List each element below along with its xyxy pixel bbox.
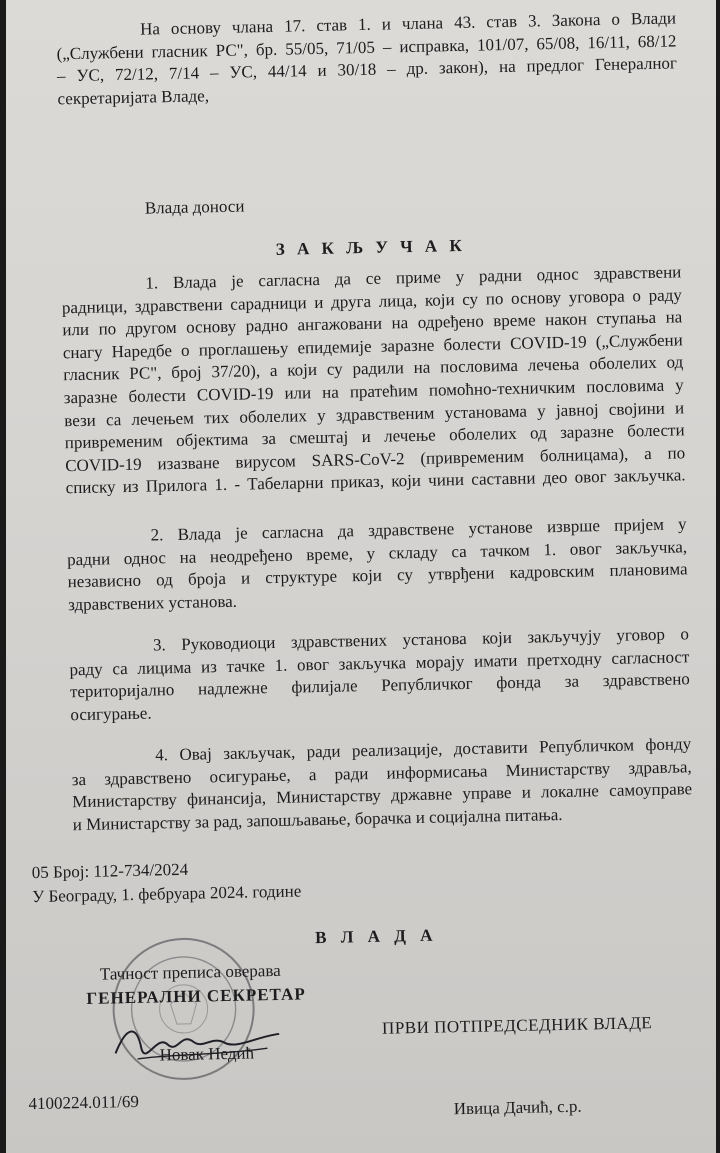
place-date: У Београду, 1. фебруара 2024. године [32,881,302,907]
preamble-line: – УС, 72/12, 7/14 – УС, 44/14 и 30/18 – др. закон), на предлог Генералног [56,53,678,86]
point-4 [71,733,693,836]
point-line: Министарству финансија, Министарству државне управе и локалне самоуправе [72,779,693,812]
point-line: радни однос на неодређено време, у складу са тачком 1. овог закључка, [66,536,688,569]
point-3 [69,623,691,726]
point-line: гласник РС", број 37/20), а који су радили на пословима лечења оболелих од [63,352,684,385]
point-line: радници, здравствени сарадници и друга лица, који су по основу уговора о раду [61,284,682,317]
government-adopts: Влада доноси [144,196,245,218]
government-label: В Л А Д А [314,925,438,948]
certify-line: Тачност преписа оверава [99,960,281,984]
preamble-line: секретаријата Владе, [57,85,210,109]
point-2 [66,513,688,616]
document-page [6,0,716,1153]
secretary-name: Новак Недић [159,1043,255,1065]
point-line: COVID-19 изазване вирусом SARS-CoV-2 (привременим болницама), а по [65,443,686,476]
point-line: снагу Наредбе о проглашењу епидемије заразне болести COVID-19 („Службени [62,330,683,363]
secretary-title: ГЕНЕРАЛНИ СЕКРЕТАР [86,984,306,1008]
preamble [56,7,678,110]
reference-number: 05 Број: 112-734/2024 [31,859,189,883]
point-line: за здравствено осигурање, а ради информисања Министарству здравља, [71,756,692,789]
point-line: осигурање. [70,703,152,725]
preamble-line: („Службени гласник РС", бр. 55/05, 71/05 – исправка, 101/07, 65/08, 16/11, 68/12 [56,30,677,63]
point-line: територијално надлежне филијале Републичког фонда за здравствено [69,669,691,702]
point-line: заразне болести COVID-19 или на пратећим помоћно-техничким пословима у [63,375,684,408]
point-line: и Министарству за рад, запошљавање, борачка и социјална питања. [72,804,563,834]
document-code: 4100224.011/69 [28,1091,140,1114]
point-line: 2. Влада је сагласна да здравствене установе изврше пријем у [150,514,687,545]
point-line: независно од броја и структуре који су утврђени кадровским плановима [67,559,688,592]
point-line: привременим објектима за смештај и лечење оболелих од заразне болести [64,420,685,453]
preamble-line: На основу члана 17. став 1. и члана 43. став 3. Закона о Влади [139,8,677,39]
document-title: З А К Љ У Ч А К [275,235,466,259]
document-content [6,0,716,1153]
point-1 [61,261,686,500]
point-line: 3. Руководиоци здравствених установа који закључују уговор о [152,624,690,655]
deputy-title: ПРВИ ПОТПРЕДСЕДНИК ВЛАДЕ [381,1013,653,1038]
point-line: раду са лицима из тачке 1. овог закључка морају имати претходну сагласност [69,646,690,679]
point-line: здравствених установа. [67,591,238,615]
point-line: или по другом основу радно ангажовани на одређено време након ступања на [62,307,683,340]
point-line: 1. Влада је сагласна да се приме у радни однос здравствени [145,262,682,293]
point-line: вези са лечењем тих оболелих у здравственим установама у јавној својини и [64,397,685,430]
point-line: списку из Прилога 1. - Табеларни приказ, који чини саставни део овог закључка. [65,465,686,498]
deputy-name: Ивица Дачић, с.р. [453,1096,582,1119]
point-line: 4. Овај закључак, ради реализације, доставити Републичком фонду [155,734,692,765]
